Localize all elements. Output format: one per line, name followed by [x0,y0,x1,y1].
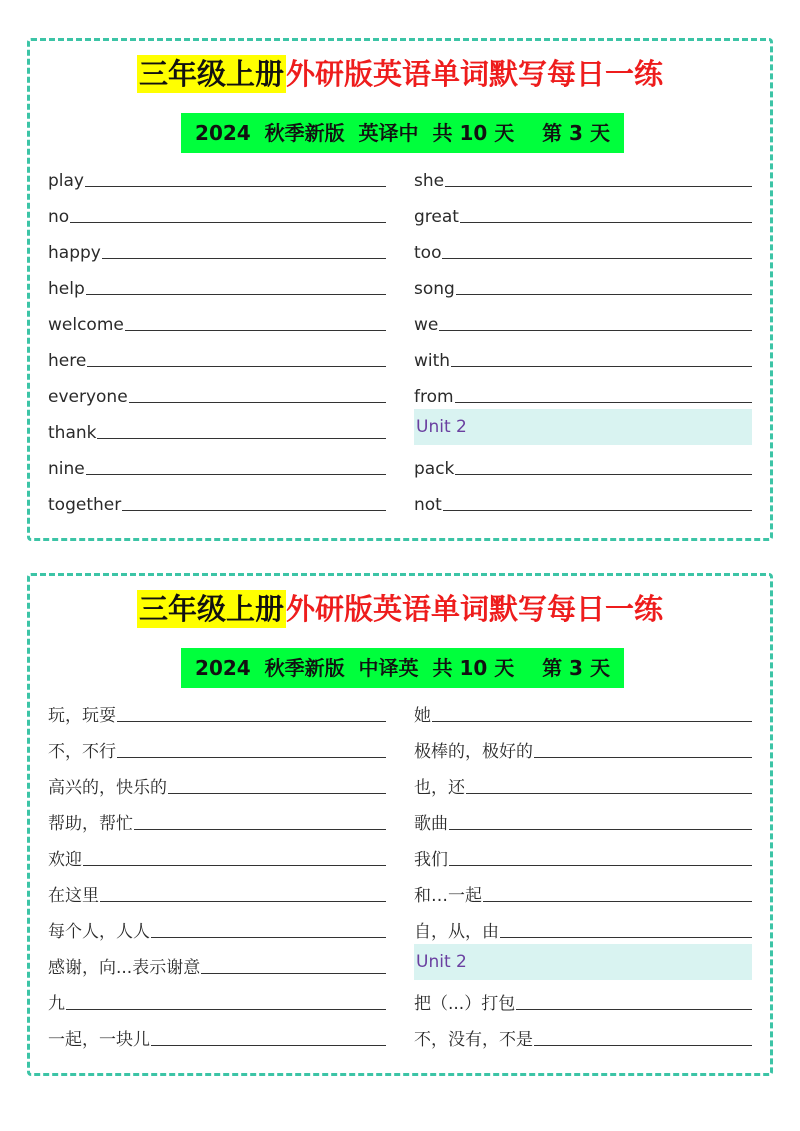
answer-line[interactable] [449,864,752,866]
word-grid [48,157,754,517]
title-grade-highlight: 三年级上册 [138,57,284,91]
answer-line[interactable] [466,792,752,794]
list-item [48,872,386,908]
answer-line[interactable] [455,401,752,403]
answer-line[interactable] [87,365,386,367]
list-item [414,373,752,409]
word-prompt: 也，还 [414,778,465,798]
left-column [48,157,386,517]
list-item [414,980,752,1016]
worksheet-title [30,49,770,103]
answer-line[interactable] [442,257,752,259]
word-prompt: no [48,207,70,227]
list-item [48,836,386,872]
answer-line[interactable] [134,828,386,830]
word-prompt: thank [48,423,97,443]
word-prompt: 帮助，帮忙 [48,814,133,834]
answer-line[interactable] [432,720,752,722]
word-prompt: she [414,171,445,191]
list-item [48,229,386,265]
answer-line[interactable] [449,828,752,830]
answer-line[interactable] [86,473,386,475]
list-item [48,1016,386,1052]
word-prompt: 玩，玩耍 [48,706,116,726]
answer-line[interactable] [500,936,752,938]
word-prompt: 每个人，人人 [48,922,150,942]
answer-line[interactable] [66,1008,386,1010]
worksheet-chinese-to-english [27,573,773,1076]
word-prompt: 她 [414,706,431,726]
answer-line[interactable] [168,792,386,794]
unit-heading [414,944,752,980]
list-item [414,229,752,265]
word-prompt: welcome [48,315,124,335]
list-item [414,301,752,337]
answer-line[interactable] [125,329,386,331]
word-prompt: here [48,351,87,371]
word-prompt: too [414,243,442,263]
word-prompt: 九 [48,994,65,1014]
word-prompt: from [414,387,454,407]
list-item [48,445,386,481]
list-item [48,728,386,764]
title-text: 外研版英语单词默写每日一练 [286,57,664,91]
answer-line[interactable] [516,1008,752,1010]
list-item [414,764,752,800]
answer-line[interactable] [70,221,386,223]
word-prompt: 极棒的，极好的 [414,742,533,762]
list-item [48,373,386,409]
unit-heading [414,409,752,445]
list-item [414,872,752,908]
word-prompt: 高兴的，快乐的 [48,778,167,798]
worksheet-subtitle: 2024 秋季新版 中译英 共 10 天 第 3 天 [181,648,624,688]
list-item [414,728,752,764]
answer-line[interactable] [456,293,752,295]
word-prompt: 感谢，向...表示谢意 [48,958,201,978]
worksheet-subtitle: 2024 秋季新版 英译中 共 10 天 第 3 天 [181,113,624,153]
answer-line[interactable] [122,509,386,511]
word-prompt: 自，从，由 [414,922,499,942]
answer-line[interactable] [83,864,386,866]
answer-line[interactable] [445,185,752,187]
answer-line[interactable] [455,473,752,475]
answer-line[interactable] [85,185,386,187]
list-item [414,1016,752,1052]
word-prompt: 歌曲 [414,814,448,834]
word-prompt: nine [48,459,85,479]
list-item [48,409,386,445]
answer-line[interactable] [100,900,386,902]
list-item [48,944,386,980]
list-item [414,692,752,728]
answer-line[interactable] [443,509,752,511]
worksheet-title [30,584,770,638]
answer-line[interactable] [151,936,386,938]
unit-label: Unit 2 [416,952,467,972]
list-item [414,337,752,373]
word-prompt: 和…一起 [414,886,482,906]
list-item [48,337,386,373]
word-prompt: great [414,207,459,227]
word-prompt: 欢迎 [48,850,82,870]
answer-line[interactable] [129,401,386,403]
word-grid [48,692,754,1052]
list-item [48,301,386,337]
word-prompt: we [414,315,439,335]
word-prompt: 我们 [414,850,448,870]
word-prompt: 不，没有，不是 [414,1030,533,1050]
title-text: 外研版英语单词默写每日一练 [286,592,664,626]
list-item [414,481,752,517]
word-prompt: happy [48,243,101,263]
list-item [48,193,386,229]
list-item [414,836,752,872]
answer-line[interactable] [102,257,386,259]
title-grade-highlight: 三年级上册 [138,592,284,626]
word-prompt: 把（...）打包 [414,994,516,1014]
answer-line[interactable] [117,720,386,722]
list-item [414,908,752,944]
answer-line[interactable] [201,972,386,974]
unit-label: Unit 2 [416,417,467,437]
answer-line[interactable] [534,1044,752,1046]
word-prompt: song [414,279,455,299]
list-item [48,800,386,836]
list-item [414,445,752,481]
word-prompt: with [414,351,451,371]
list-item [48,481,386,517]
answer-line[interactable] [460,221,752,223]
list-item [48,908,386,944]
answer-line[interactable] [97,437,386,439]
word-prompt: not [414,495,442,515]
right-column [414,157,752,517]
list-item [414,800,752,836]
right-column [414,692,752,1052]
answer-line[interactable] [451,365,752,367]
word-prompt: help [48,279,85,299]
word-prompt: play [48,171,84,191]
list-item [48,265,386,301]
word-prompt: pack [414,459,455,479]
word-prompt: together [48,495,122,515]
answer-line[interactable] [483,900,752,902]
answer-line[interactable] [86,293,386,295]
list-item [48,980,386,1016]
list-item [48,157,386,193]
list-item [414,157,752,193]
list-item [48,764,386,800]
list-item [48,692,386,728]
answer-line[interactable] [117,756,386,758]
list-item [414,193,752,229]
left-column [48,692,386,1052]
list-item [414,265,752,301]
answer-line[interactable] [439,329,752,331]
word-prompt: 在这里 [48,886,99,906]
worksheet-english-to-chinese [27,38,773,541]
word-prompt: 一起，一块儿 [48,1030,150,1050]
answer-line[interactable] [151,1044,386,1046]
word-prompt: everyone [48,387,128,407]
word-prompt: 不，不行 [48,742,116,762]
answer-line[interactable] [534,756,752,758]
